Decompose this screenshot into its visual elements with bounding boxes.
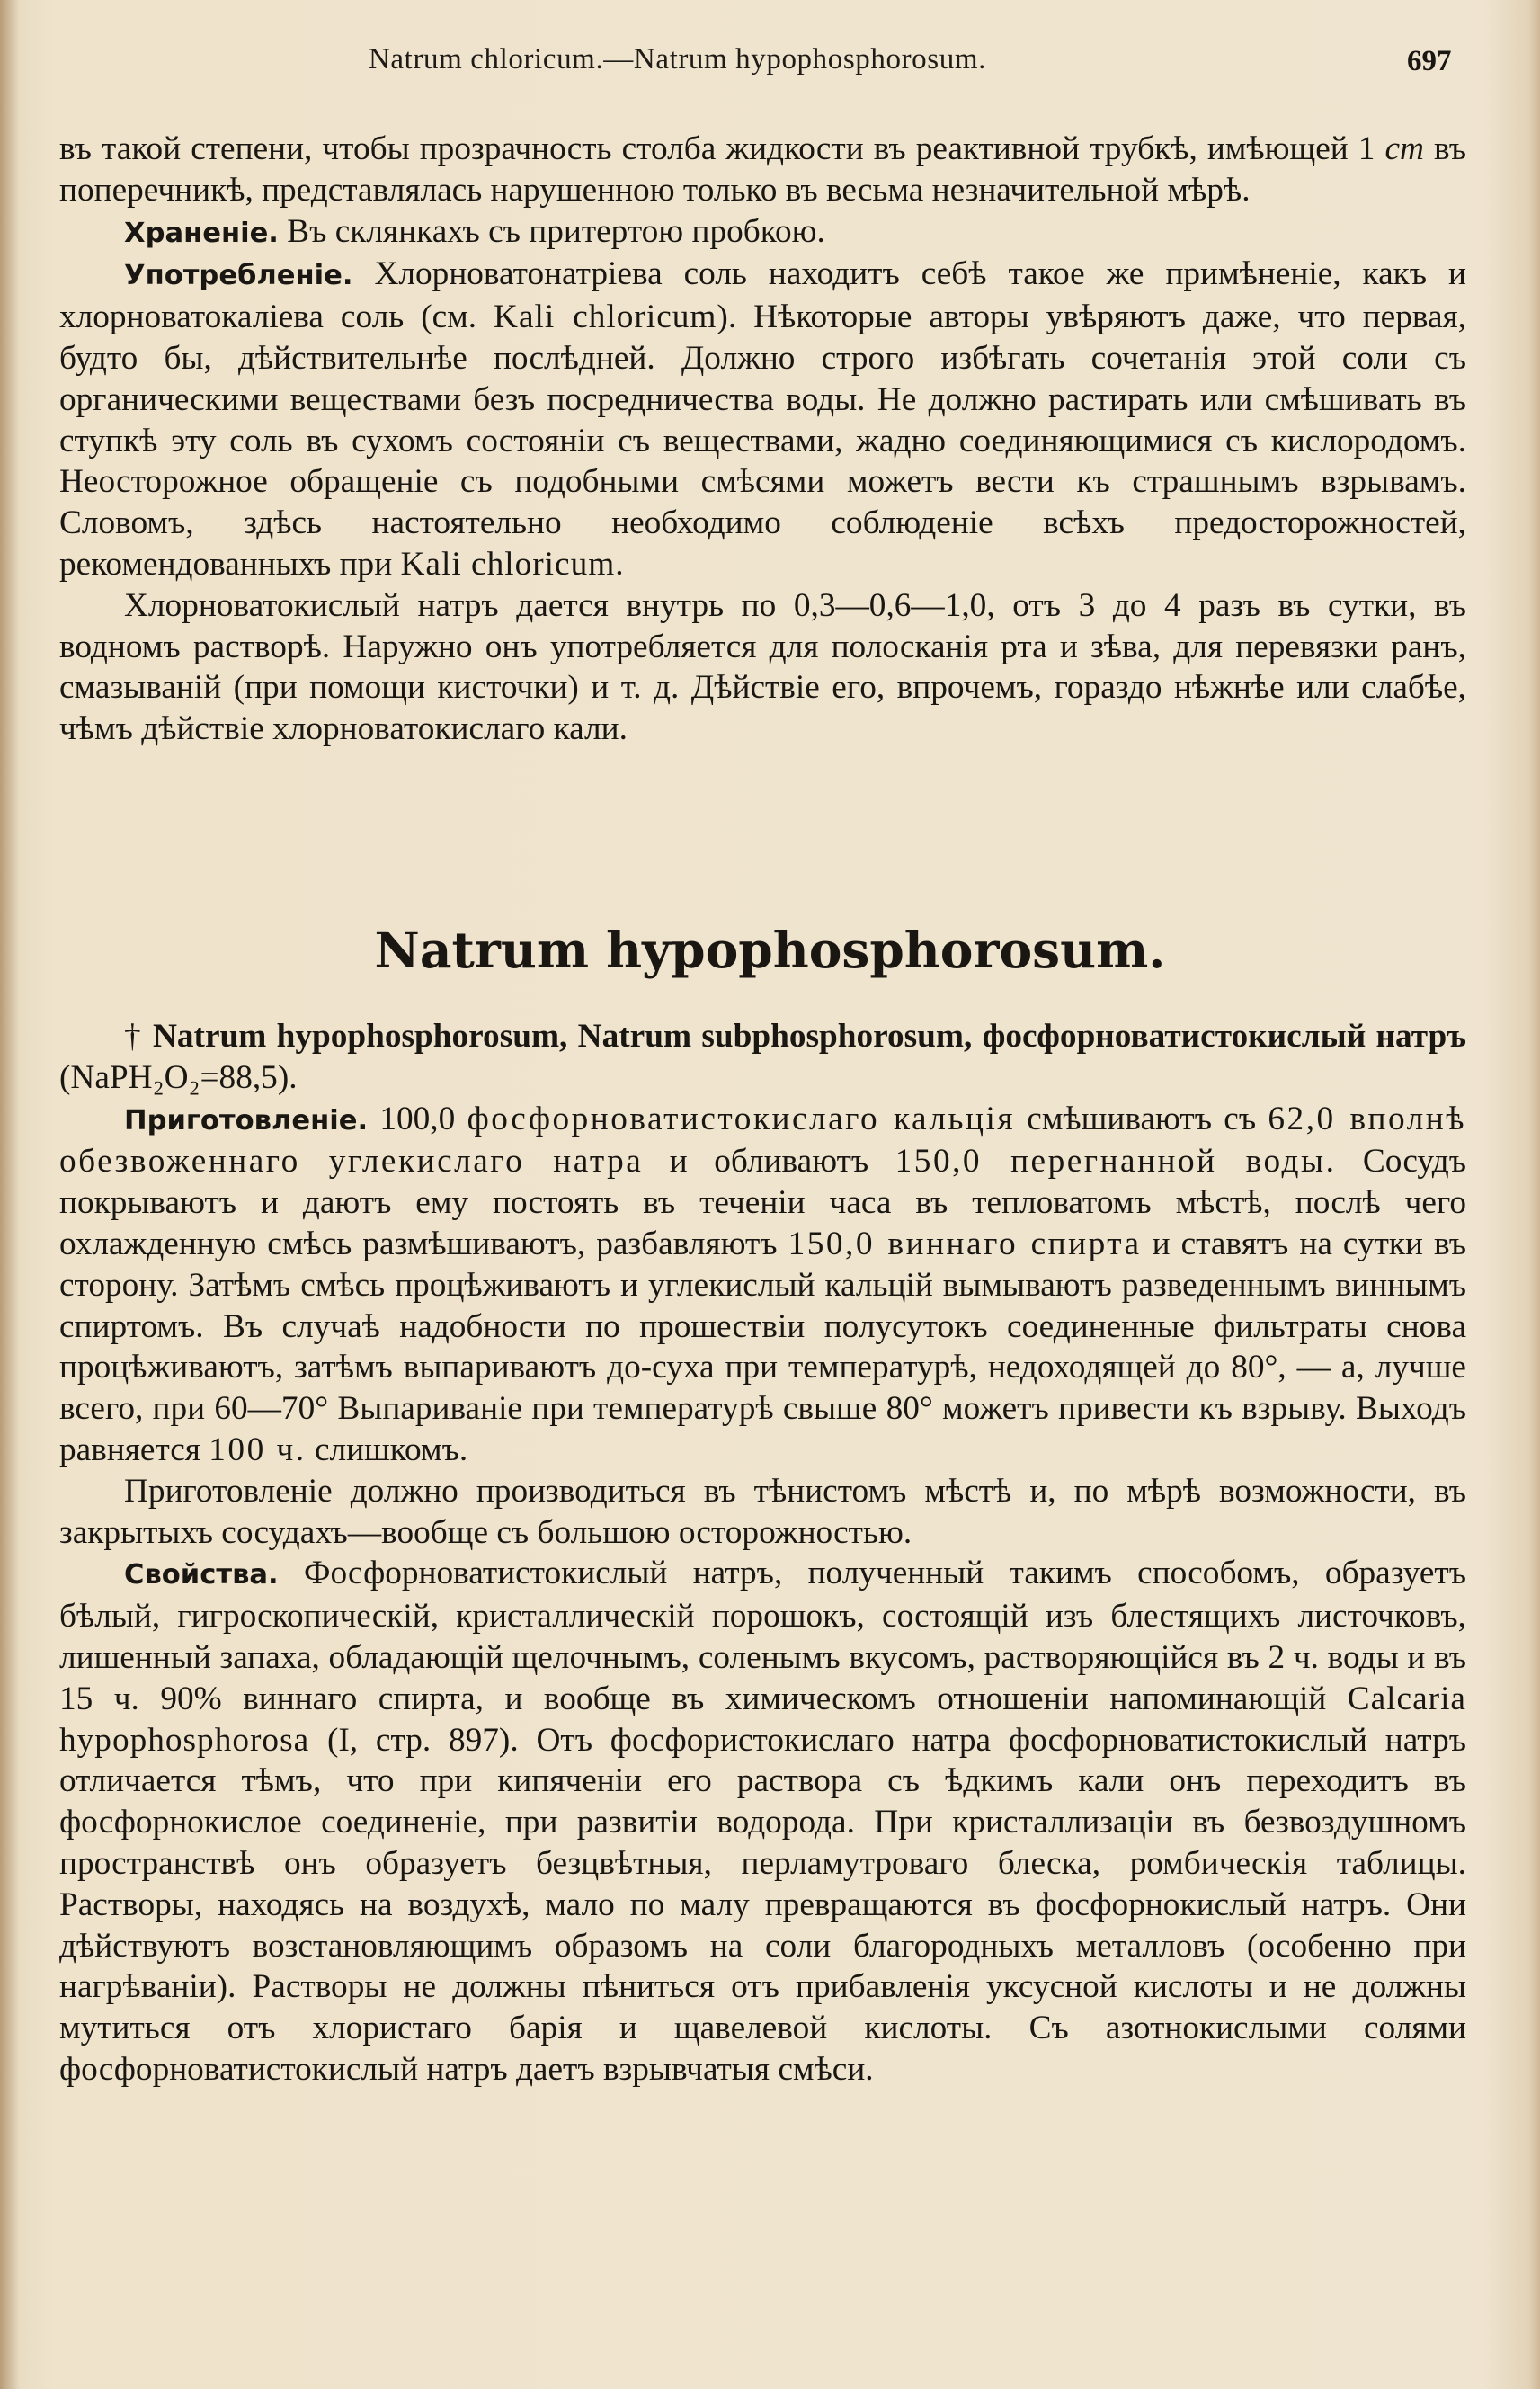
- dose-paragraph: Хлорноватокислый натръ дается внутрь по 0,3—0,6—1,0, отъ 3 до 4 разъ въ сутки, въ водномъ растворѣ. Наружно онъ употребляется для полосканія рта и зѣва, для перевязки ранъ, смазываній (при помощи кисточки) и т. д. Дѣйствіе его, впрочемъ, гораздо нѣжнѣе или слабѣе, чѣмъ дѣйствіе хлорноватокислаго кали.: [59, 586, 1466, 748]
- purity-paragraph: въ такой степени, чтобы прозрачность столба жидкости въ реактивной трубкѣ, имѣющей 1 cm въ поперечникѣ, представлялась нарушенною только въ весьма незначительной мѣрѣ.: [59, 130, 1466, 209]
- running-head: Natrum chloricum.—Natrum hypophosphorosum.: [369, 43, 986, 76]
- properties-heading: Свойства.: [124, 1559, 279, 1591]
- use-paragraph: Употребленіе. Хлорноватонатріева соль находитъ себѣ такое же примѣненіе, какъ и хлорноватокаліева соль (см. Kali chloricum). Нѣкоторые авторы увѣряютъ даже, что первая, будто бы, дѣйствительнѣе послѣдней. Должно строго избѣгать сочетанія этой соли съ органическими веществами безъ посредничества воды. Не должно растирать или смѣшивать въ ступкѣ эту соль въ сухомъ состояніи съ веществами, жадно соединяющимися съ кислородомъ. Неосторожное обращеніе съ подобными смѣсями можетъ вести къ страшнымъ взрывамъ. Словомъ, здѣсь настоятельно необходимо соблюденіе всѣхъ предосторожностей, рекомендованныхъ при Kali chloricum.: [59, 255, 1467, 583]
- latin-name: Kali chloricum: [494, 299, 717, 336]
- use-heading: Употребленіе.: [124, 260, 353, 292]
- latin-name: Kali chloricum: [400, 545, 616, 583]
- storage-paragraph: Храненіе. Въ склянкахъ съ притертою пробкою.: [124, 212, 825, 250]
- section-title: Natrum hypophosphorosum.: [374, 921, 1166, 979]
- natrum-hypophosphorosum-article: [59, 1016, 1466, 2090]
- chemical-formula: (NaPH₂O₂=88,5).: [59, 1058, 298, 1096]
- preparation-paragraph: Приготовленіе. 100,0 фосфорноватистокислаго кальція смѣшиваютъ съ 62,0 вполнѣ обезвоженнаго углекислаго натра и обливаютъ 150,0 перегнанной воды. Сосудъ покрываютъ и даютъ ему постоять въ теченіи часа въ тепловатомъ мѣстѣ, послѣ чего охлажденную смѣсь размѣшиваютъ, разбавляютъ 150,0 виннаго спирта и ставятъ на сутки въ сторону. Затѣмъ смѣсь процѣживаютъ и углекислый кальцій вымываютъ разведеннымъ виннымъ спиртомъ. Въ случаѣ надобности по прошествіи полусутокъ соединенные фильтраты снова процѣживаютъ, затѣмъ выпариваютъ до-суха при температурѣ, недоходящей до 80°, — а, лучше всего, при 60—70° Выпариваніе при температурѣ свыше 80° можетъ привести къ взрыву. Выходъ равняется 100 ч. слишкомъ.: [59, 1100, 1467, 1468]
- natrum-chloricum-continuation: [59, 129, 1466, 750]
- unit-cm: cm: [1384, 130, 1424, 167]
- storage-heading: Храненіе.: [124, 217, 279, 249]
- dagger-mark: †: [124, 1018, 153, 1055]
- properties-paragraph: Свойства. Фосфорноватистокислый натръ, полученный такимъ способомъ, образуетъ бѣлый, гигроскопическій, кристаллическій порошокъ, состоящій изъ блестящихъ листочковъ, лишенный запаха, обладающій щелочнымъ, соленымъ вкусомъ, растворяющійся въ 2 ч. воды и въ 15 ч. 90% виннаго спирта, и вообще въ химическомъ отношеніи напоминающій Calcaria hypophosphorosa (I, стр. 897). Отъ фосфористокислаго натра фосфорноватистокислый натръ отличается тѣмъ, что при кипяченіи его раствора съ ѣдкимъ кали онъ переходитъ въ фосфорнокислое соединеніе, при развитіи водорода. При кристаллизаціи въ безвоздушномъ пространствѣ онъ образуетъ безцвѣтныя, перламутроваго блеска, ромбическія таблицы. Растворы, находясь на воздухѣ, мало по малу превращаются въ фосфорнокислый натръ. Они дѣйствуютъ возстановляющимъ образомъ на соли благородныхъ металловъ (особенно при нагрѣваніи). Растворы не должны пѣниться отъ прибавленія уксусной кислоты и не должны мутиться отъ хлористаго барія и щавелевой кислоты. Съ азотнокислыми солями фосфорноватистокислый натръ даетъ взрывчатыя смѣси.: [59, 1555, 1466, 2088]
- page-number: 697: [1407, 45, 1452, 77]
- entry-paragraph: [59, 1016, 1466, 1099]
- entry-names: Natrum hypophosphorosum, Natrum subphosphorosum, фосфорноватистокислый натръ: [152, 1018, 1466, 1055]
- preparation-note-paragraph: Приготовленіе должно производиться въ тѣнистомъ мѣстѣ и, по мѣрѣ возможности, въ закрытыхъ сосудахъ—вообще съ большою осторожностью.: [59, 1472, 1466, 1551]
- latin-name: Calcaria hypophosphorosa: [59, 1680, 1466, 1759]
- preparation-heading: Приготовленіе.: [124, 1104, 369, 1137]
